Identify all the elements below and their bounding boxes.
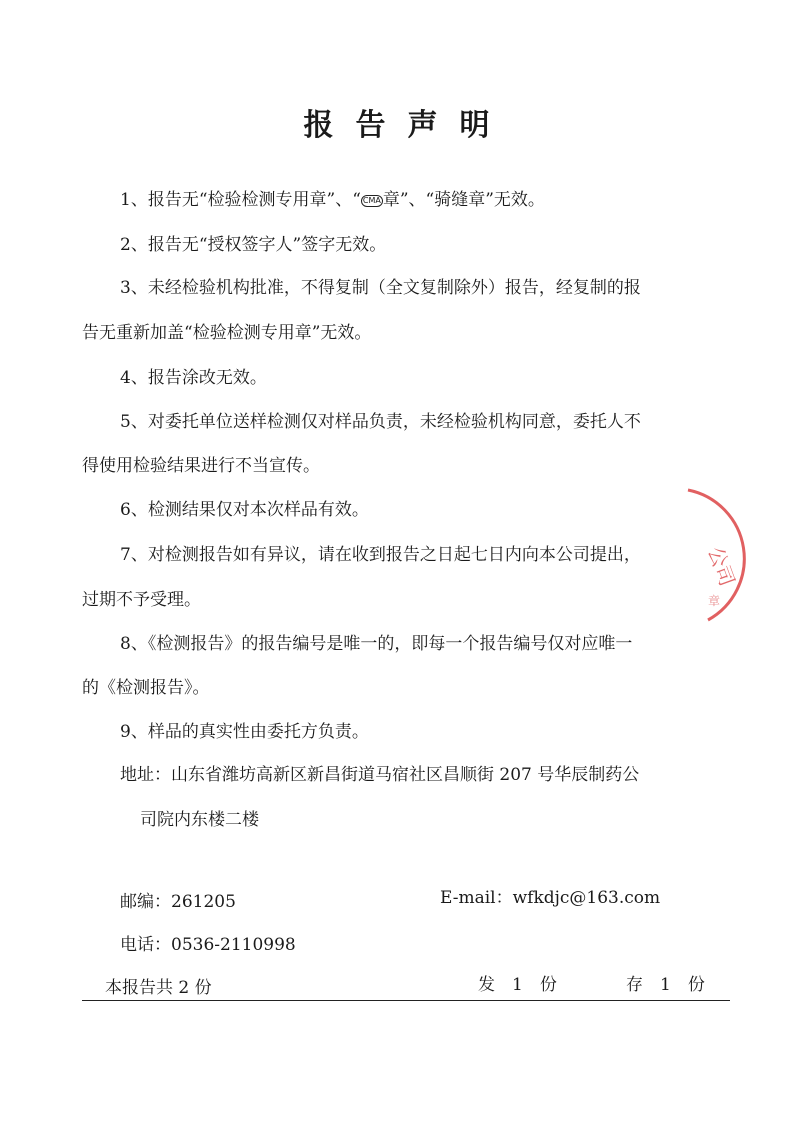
- statement-6: 6、检测结果仅对本次样品有效。: [120, 500, 369, 520]
- issued-copies: 发 1 份: [478, 975, 557, 995]
- company-seal-icon: [668, 480, 778, 630]
- page-title: 报告声明: [303, 108, 512, 143]
- svg-text:章: 章: [708, 594, 721, 608]
- statement-1-suffix: 章”、“骑缝章”无效。: [382, 190, 545, 210]
- address: 地址：山东省潍坊高新区新昌街道马宿社区昌顺街 207 号华辰制药公: [120, 765, 640, 785]
- statement-1-prefix: 1、报告无“检验检测专用章”、“: [120, 190, 361, 210]
- statement-9: 9、样品的真实性由委托方负责。: [120, 722, 369, 742]
- statement-2: 2、报告无“授权签字人”签字无效。: [120, 235, 387, 255]
- statement-8: 8、《检测报告》的报告编号是唯一的，即每一个报告编号仅对应唯一: [120, 634, 633, 654]
- phone: 电话：0536-2110998: [120, 935, 296, 955]
- copy-count: 本报告共 2 份: [105, 978, 212, 998]
- cma-mark-icon: CMA: [362, 195, 381, 205]
- statement-8-cont: 的《检测报告》。: [82, 678, 210, 698]
- postcode: 邮编：261205: [120, 892, 236, 912]
- statement-5-cont: 得使用检验结果进行不当宣传。: [82, 456, 320, 476]
- statement-5: 5、对委托单位送样检测仅对样品负责，未经检验机构同意，委托人不: [120, 412, 641, 432]
- statement-4: 4、报告涂改无效。: [120, 368, 267, 388]
- statement-3: 3、未经检验机构批准，不得复制（全文复制除外）报告，经复制的报: [120, 278, 641, 298]
- statement-1: [120, 190, 545, 210]
- email: E-mail：wfkdjc@163.com: [440, 888, 661, 908]
- address-cont: 司院内东楼二楼: [140, 810, 259, 830]
- statement-7: 7、对检测报告如有异议，请在收到报告之日起七日内向本公司提出，: [120, 545, 641, 565]
- statement-7-cont: 过期不予受理。: [82, 590, 201, 610]
- footer-divider: [82, 1000, 730, 1001]
- statement-3-cont: 告无重新加盖“检验检测专用章”无效。: [82, 323, 372, 343]
- kept-copies: 存 1 份: [626, 975, 705, 995]
- svg-text:公司: 公司: [703, 543, 740, 590]
